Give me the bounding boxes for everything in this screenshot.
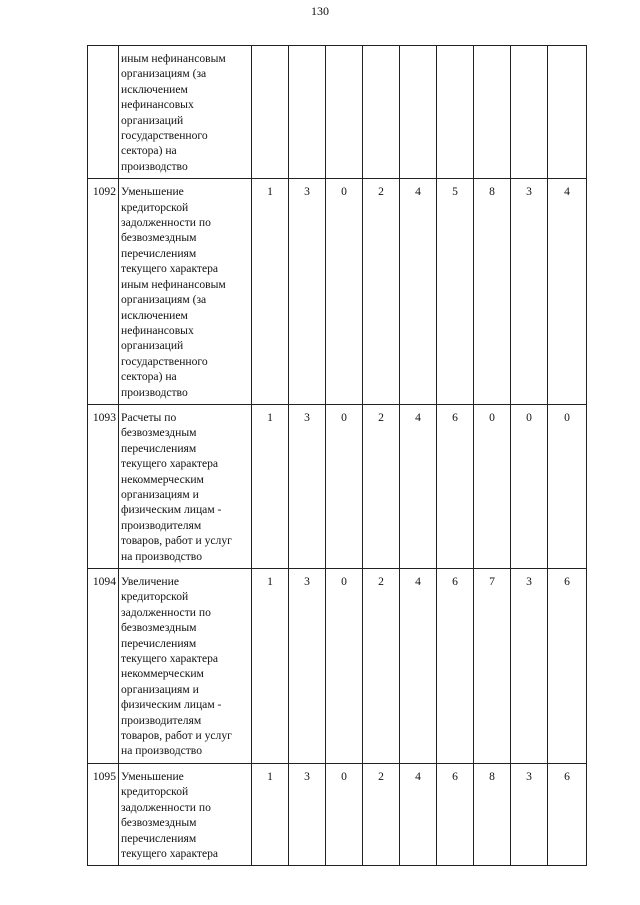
description-line: организаций xyxy=(121,339,184,353)
table-row xyxy=(88,46,587,179)
code-digit-1: 1 xyxy=(252,179,289,405)
description-line: производство xyxy=(121,385,188,399)
code-digit-3: 0 xyxy=(326,763,363,865)
description-line: иным нефинансовым xyxy=(121,277,226,291)
description-line: перечислениям xyxy=(121,441,197,455)
description-line: задолженности по xyxy=(121,605,211,619)
code-digit-7: 0 xyxy=(474,404,511,568)
description-line: Уменьшение xyxy=(121,769,184,783)
code-digit-5: 4 xyxy=(400,763,437,865)
code-digit-6: 5 xyxy=(437,179,474,405)
description-line: нефинансовых xyxy=(121,98,194,112)
description-line: перечислениям xyxy=(121,246,197,260)
description-line: текущего характера xyxy=(121,652,219,666)
row-description xyxy=(119,404,252,568)
description-line: кредиторской xyxy=(121,590,189,604)
description-line: организациям и xyxy=(121,682,199,696)
table-row xyxy=(88,569,587,764)
code-digit-6: 6 xyxy=(437,404,474,568)
code-digit-1: 1 xyxy=(252,569,289,764)
description-line: физическим лицам - xyxy=(121,503,222,517)
row-description xyxy=(119,179,252,405)
description-line: Расчеты по xyxy=(121,410,177,424)
code-digit-9: 6 xyxy=(548,569,587,764)
description-line: иным нефинансовым xyxy=(121,52,226,65)
code-digit-9: 0 xyxy=(548,404,587,568)
code-digit-4: 2 xyxy=(363,569,400,764)
row-description xyxy=(119,763,252,865)
code-digit-7: 8 xyxy=(474,763,511,865)
code-digit-2: 3 xyxy=(289,569,326,764)
code-digit-4 xyxy=(363,46,400,179)
code-digit-2: 3 xyxy=(289,763,326,865)
description-line: безвозмездным xyxy=(121,231,197,245)
row-number: 1092 xyxy=(88,179,119,405)
description-line: безвозмездным xyxy=(121,621,197,635)
description-line: задолженности по xyxy=(121,800,211,814)
description-line: товаров, работ и услуг xyxy=(121,729,232,743)
code-digit-3: 0 xyxy=(326,404,363,568)
description-line: исключением xyxy=(121,308,188,322)
row-number: 1094 xyxy=(88,569,119,764)
code-digit-3 xyxy=(326,46,363,179)
code-digit-9 xyxy=(548,46,587,179)
code-digit-3: 0 xyxy=(326,569,363,764)
row-number: 1095 xyxy=(88,763,119,865)
code-table xyxy=(87,45,587,866)
code-digit-4: 2 xyxy=(363,763,400,865)
description-line: исключением xyxy=(121,82,188,96)
description-line: безвозмездным xyxy=(121,426,197,440)
description-line: задолженности по xyxy=(121,216,211,230)
row-number: 1093 xyxy=(88,404,119,568)
description-line: производителям xyxy=(121,713,202,727)
row-description xyxy=(119,46,252,179)
row-description xyxy=(119,569,252,764)
description-line: физическим лицам - xyxy=(121,698,222,712)
description-line: сектора) на xyxy=(121,144,177,158)
description-line: организациям и xyxy=(121,487,199,501)
code-digit-5: 4 xyxy=(400,179,437,405)
code-digit-7: 7 xyxy=(474,569,511,764)
code-digit-7 xyxy=(474,46,511,179)
code-digit-8: 3 xyxy=(511,569,548,764)
description-line: некоммерческим xyxy=(121,667,204,681)
description-line: товаров, работ и услуг xyxy=(121,534,232,548)
table-row xyxy=(88,404,587,568)
code-digit-4: 2 xyxy=(363,404,400,568)
description-line: Уменьшение xyxy=(121,185,184,199)
code-digit-3: 0 xyxy=(326,179,363,405)
code-digit-9: 4 xyxy=(548,179,587,405)
code-digit-2: 3 xyxy=(289,404,326,568)
description-line: сектора) на xyxy=(121,370,177,384)
code-digit-8: 0 xyxy=(511,404,548,568)
table-row xyxy=(88,763,587,865)
code-digit-1: 1 xyxy=(252,763,289,865)
table-row xyxy=(88,179,587,405)
description-line: организациям (за xyxy=(121,67,207,81)
description-line: текущего характера xyxy=(121,457,219,471)
code-digit-4: 2 xyxy=(363,179,400,405)
description-line: кредиторской xyxy=(121,200,189,214)
code-digit-6 xyxy=(437,46,474,179)
description-line: организаций xyxy=(121,113,184,127)
description-line: на производство xyxy=(121,744,202,758)
code-digit-8: 3 xyxy=(511,763,548,865)
row-number xyxy=(88,46,119,179)
description-line: на производство xyxy=(121,549,202,563)
code-digit-1: 1 xyxy=(252,404,289,568)
description-line: перечислениям xyxy=(121,636,197,650)
code-digit-6: 6 xyxy=(437,763,474,865)
code-digit-2: 3 xyxy=(289,179,326,405)
code-digit-8 xyxy=(511,46,548,179)
description-line: перечислениям xyxy=(121,831,197,845)
code-digit-7: 8 xyxy=(474,179,511,405)
code-digit-5: 4 xyxy=(400,404,437,568)
code-digit-9: 6 xyxy=(548,763,587,865)
description-line: кредиторской xyxy=(121,785,189,799)
code-digit-8: 3 xyxy=(511,179,548,405)
code-digit-6: 6 xyxy=(437,569,474,764)
code-digit-5 xyxy=(400,46,437,179)
description-line: текущего характера xyxy=(121,262,219,276)
page-number: 130 xyxy=(311,4,329,18)
code-digit-5: 4 xyxy=(400,569,437,764)
description-line: производителям xyxy=(121,518,202,532)
description-line: нефинансовых xyxy=(121,323,194,337)
description-line: текущего характера xyxy=(121,846,219,860)
description-line: некоммерческим xyxy=(121,472,204,486)
code-digit-2 xyxy=(289,46,326,179)
description-line: Увеличение xyxy=(121,575,179,588)
description-line: безвозмездным xyxy=(121,816,197,830)
table-body xyxy=(88,46,587,866)
description-line: производство xyxy=(121,159,188,173)
description-line: государственного xyxy=(121,354,208,368)
description-line: государственного xyxy=(121,129,208,143)
code-digit-1 xyxy=(252,46,289,179)
description-line: организациям (за xyxy=(121,293,207,307)
